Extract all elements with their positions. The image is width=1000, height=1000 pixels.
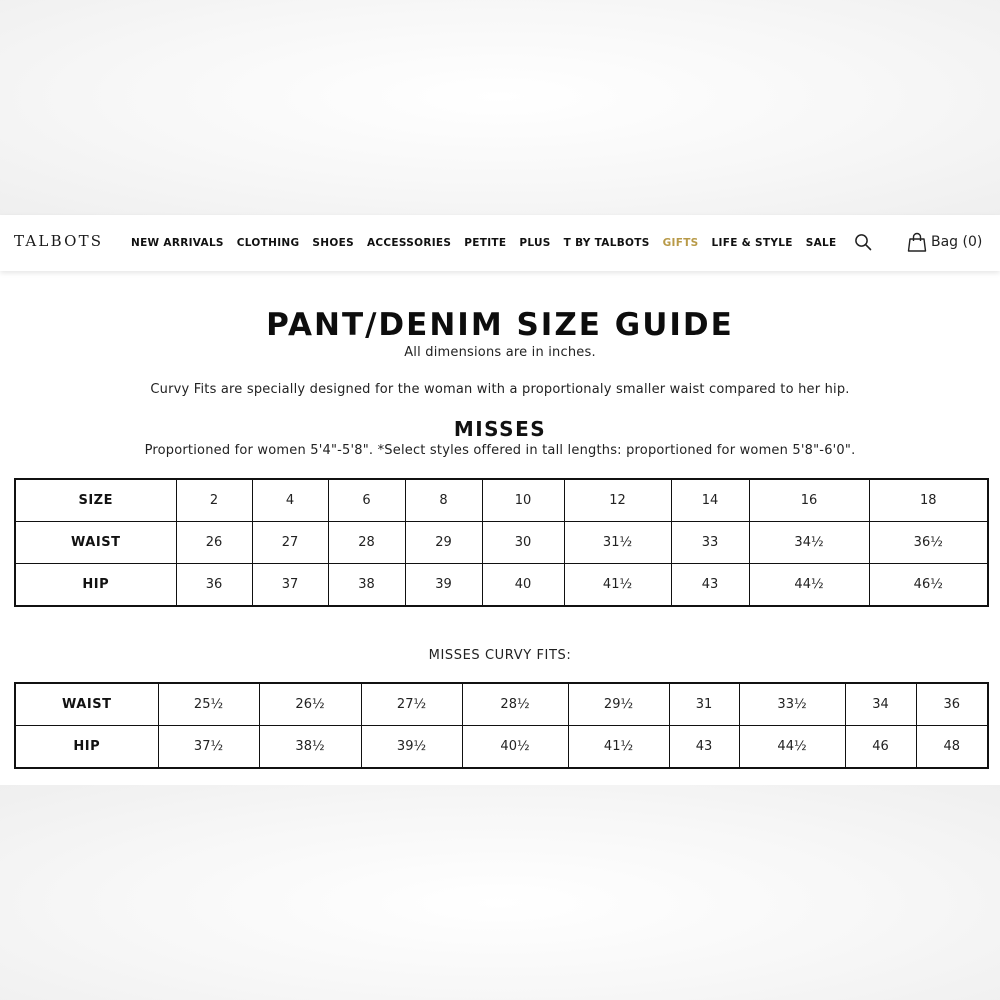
bag-label: Bag (0)	[931, 234, 983, 250]
table-cell: 48	[916, 726, 988, 769]
table-cell: 26	[176, 522, 252, 564]
table-cell: 28½	[462, 683, 568, 726]
row-label: HIP	[15, 564, 176, 607]
top-backdrop	[0, 0, 1000, 215]
table-cell: 31½	[564, 522, 671, 564]
table-cell: 36	[176, 564, 252, 607]
nav-item-petite[interactable]: PETITE	[464, 237, 507, 249]
site-header	[0, 215, 1000, 271]
table-cell: 16	[749, 479, 869, 522]
nav-item-shoes[interactable]: SHOES	[312, 237, 354, 249]
table-cell: 40½	[462, 726, 568, 769]
table-cell: 12	[564, 479, 671, 522]
table-cell: 14	[671, 479, 749, 522]
curvy-fits-size-table	[14, 682, 989, 769]
row-label: SIZE	[15, 479, 176, 522]
table-cell: 27½	[361, 683, 462, 726]
misses-title: MISSES	[453, 417, 547, 441]
nav-item-new-arrivals[interactable]: NEW ARRIVALS	[131, 237, 224, 249]
table-cell: 4	[252, 479, 328, 522]
main-nav	[131, 237, 850, 249]
misses-subtitle: Proportioned for women 5'4"-5'8". *Select styles offered in tall lengths: proportioned for women 5'8"-6'0".	[144, 443, 856, 458]
table-cell: 39½	[361, 726, 462, 769]
table-cell: 6	[328, 479, 405, 522]
nav-item-clothing[interactable]: CLOTHING	[236, 237, 300, 249]
shopping-bag-icon	[907, 232, 927, 252]
nav-item-plus[interactable]: PLUS	[519, 237, 551, 249]
table-cell: 10	[482, 479, 564, 522]
table-cell: 43	[669, 726, 739, 769]
table-row-waist	[15, 683, 988, 726]
size-guide-page	[0, 215, 1000, 785]
table-cell: 25½	[158, 683, 259, 726]
table-row-hip	[15, 564, 988, 607]
table-cell: 36	[916, 683, 988, 726]
table-cell: 29	[405, 522, 482, 564]
table-cell: 28	[328, 522, 405, 564]
talbots-logo[interactable]: TALBOTS	[14, 232, 104, 250]
table-cell: 43	[671, 564, 749, 607]
table-cell: 18	[869, 479, 988, 522]
table-cell: 31	[669, 683, 739, 726]
table-row-size	[15, 479, 988, 522]
curvy-fits-title: MISSES CURVY FITS:	[428, 648, 572, 663]
nav-item-gifts[interactable]: GIFTS	[662, 237, 699, 249]
table-cell: 37½	[158, 726, 259, 769]
table-cell: 34	[845, 683, 916, 726]
table-cell: 34½	[749, 522, 869, 564]
table-cell: 37	[252, 564, 328, 607]
row-label: WAIST	[15, 522, 176, 564]
table-row-hip	[15, 726, 988, 769]
table-cell: 39	[405, 564, 482, 607]
table-cell: 26½	[259, 683, 361, 726]
table-row-waist	[15, 522, 988, 564]
search-icon[interactable]	[854, 233, 872, 251]
table-cell: 38	[328, 564, 405, 607]
table-cell: 44½	[749, 564, 869, 607]
table-cell: 46	[845, 726, 916, 769]
table-cell: 41½	[568, 726, 669, 769]
row-label: WAIST	[15, 683, 158, 726]
table-cell: 29½	[568, 683, 669, 726]
misses-size-table	[14, 478, 989, 607]
table-cell: 36½	[869, 522, 988, 564]
bottom-backdrop	[0, 785, 1000, 1000]
nav-item-sale[interactable]: SALE	[805, 237, 837, 249]
table-cell: 27	[252, 522, 328, 564]
page-title: PANT/DENIM SIZE GUIDE	[266, 307, 734, 343]
table-cell: 33	[671, 522, 749, 564]
nav-item-t-by-talbots[interactable]: T BY TALBOTS	[563, 237, 650, 249]
table-cell: 44½	[739, 726, 845, 769]
table-cell: 33½	[739, 683, 845, 726]
table-cell: 40	[482, 564, 564, 607]
table-cell: 30	[482, 522, 564, 564]
table-cell: 2	[176, 479, 252, 522]
curvy-fits-note: Curvy Fits are specially designed for the woman with a proportionaly smaller waist compared to her hip.	[150, 382, 850, 397]
nav-item-life-and-style[interactable]: LIFE & STYLE	[711, 237, 793, 249]
row-label: HIP	[15, 726, 158, 769]
bag-button[interactable]	[907, 232, 982, 252]
table-cell: 46½	[869, 564, 988, 607]
table-cell: 8	[405, 479, 482, 522]
units-note: All dimensions are in inches.	[404, 345, 596, 360]
table-cell: 41½	[564, 564, 671, 607]
table-cell: 38½	[259, 726, 361, 769]
nav-item-accessories[interactable]: ACCESSORIES	[366, 237, 452, 249]
